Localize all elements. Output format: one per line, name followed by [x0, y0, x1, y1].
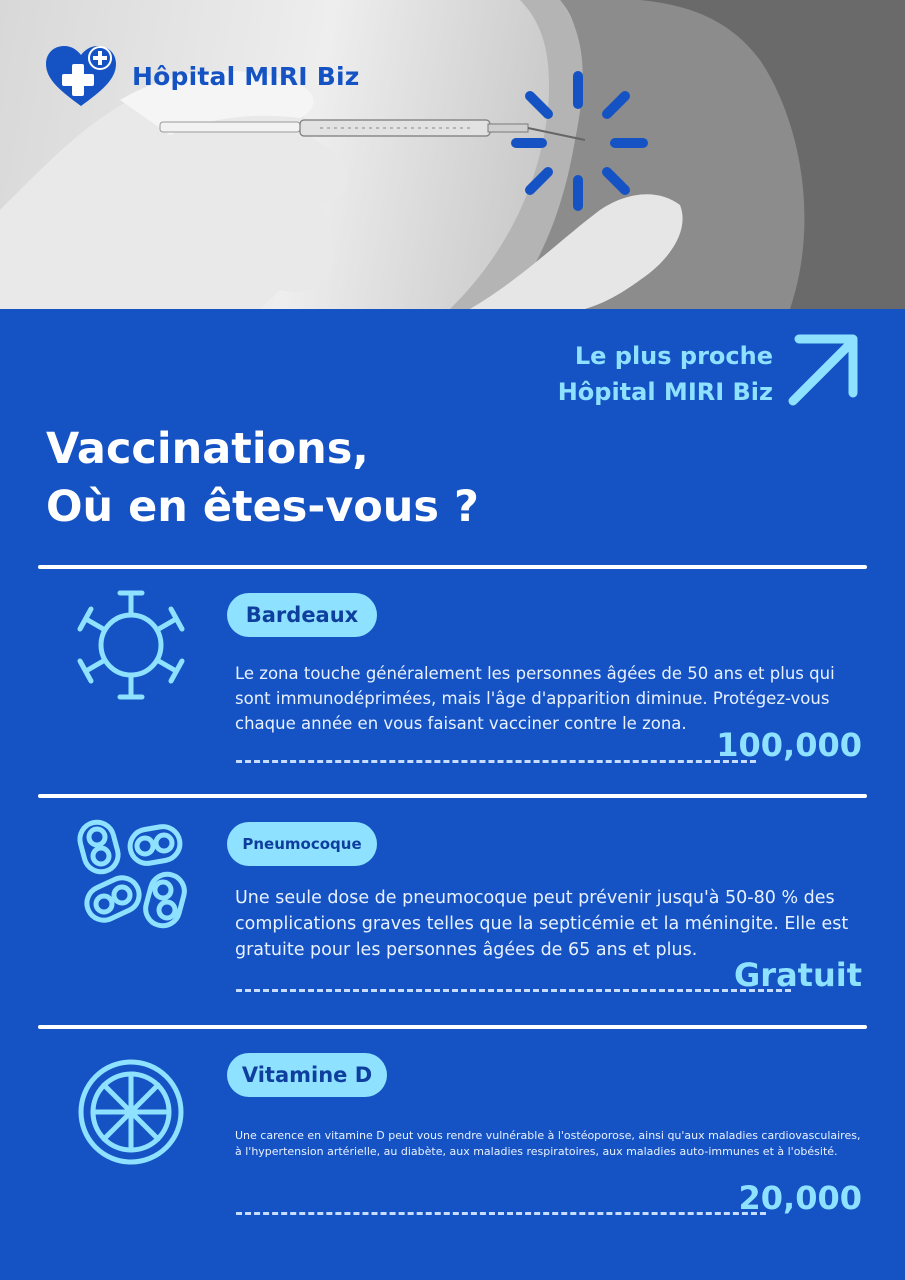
heart-cross-icon — [44, 44, 118, 108]
label-bardeaux: Bardeaux — [227, 593, 377, 637]
description-bardeaux: Le zona touche généralement les personnes âgées de 50 ans et plus qui sont immunodéprimées, mais l'âge d'apparition diminue. Protégez-vous chaque année en vous faisant vacciner contre le zona. — [235, 664, 835, 733]
label-vitamine-d: Vitamine D — [227, 1053, 387, 1097]
value-pneumocoque: Gratuit — [734, 956, 862, 994]
section-pneumocoque — [0, 798, 905, 1026]
description-pneumocoque: Une seule dose de pneumocoque peut prévenir jusqu'à 50-80 % des complications graves telles que la septicémie et la méningite. Elle est gratuite pour les personnes âgées de 65 ans et plus. — [235, 888, 849, 960]
dashed-line — [236, 1212, 766, 1215]
hero-photo — [0, 0, 905, 309]
dashed-line — [236, 760, 756, 763]
description-vitamine-d: Une carence en vitamine D peut vous rendre vulnérable à l'ostéoporose, ainsi qu'aux maladies cardiovasculaires, à l'hypertension artérielle, au diabète, aux maladies respiratoires, aux maladies auto-immunes et à l'obésité. — [235, 1129, 861, 1158]
nearest-line-2: Hôpital MIRI Biz — [557, 378, 773, 406]
nearest-hospital-link[interactable] — [558, 338, 773, 410]
section-bardeaux — [0, 569, 905, 795]
dashed-line — [236, 989, 791, 992]
nearest-line-1: Le plus proche — [574, 342, 773, 370]
label-pneumocoque: Pneumocoque — [227, 822, 377, 866]
value-vitamine-d: 20,000 — [738, 1179, 862, 1217]
arrow-up-right-icon[interactable] — [785, 333, 861, 409]
citrus-slice-icon — [76, 1057, 186, 1167]
virus-icon — [76, 585, 186, 705]
bacteria-icon — [76, 818, 188, 930]
page-title — [46, 420, 479, 536]
hospital-logo[interactable] — [44, 44, 359, 108]
title-line-2: Où en êtes-vous ? — [46, 482, 479, 532]
title-line-1: Vaccinations, — [46, 424, 369, 474]
value-bardeaux: 100,000 — [716, 726, 862, 764]
section-vitamine-d — [0, 1029, 905, 1280]
hospital-name: Hôpital MIRI Biz — [132, 61, 360, 91]
